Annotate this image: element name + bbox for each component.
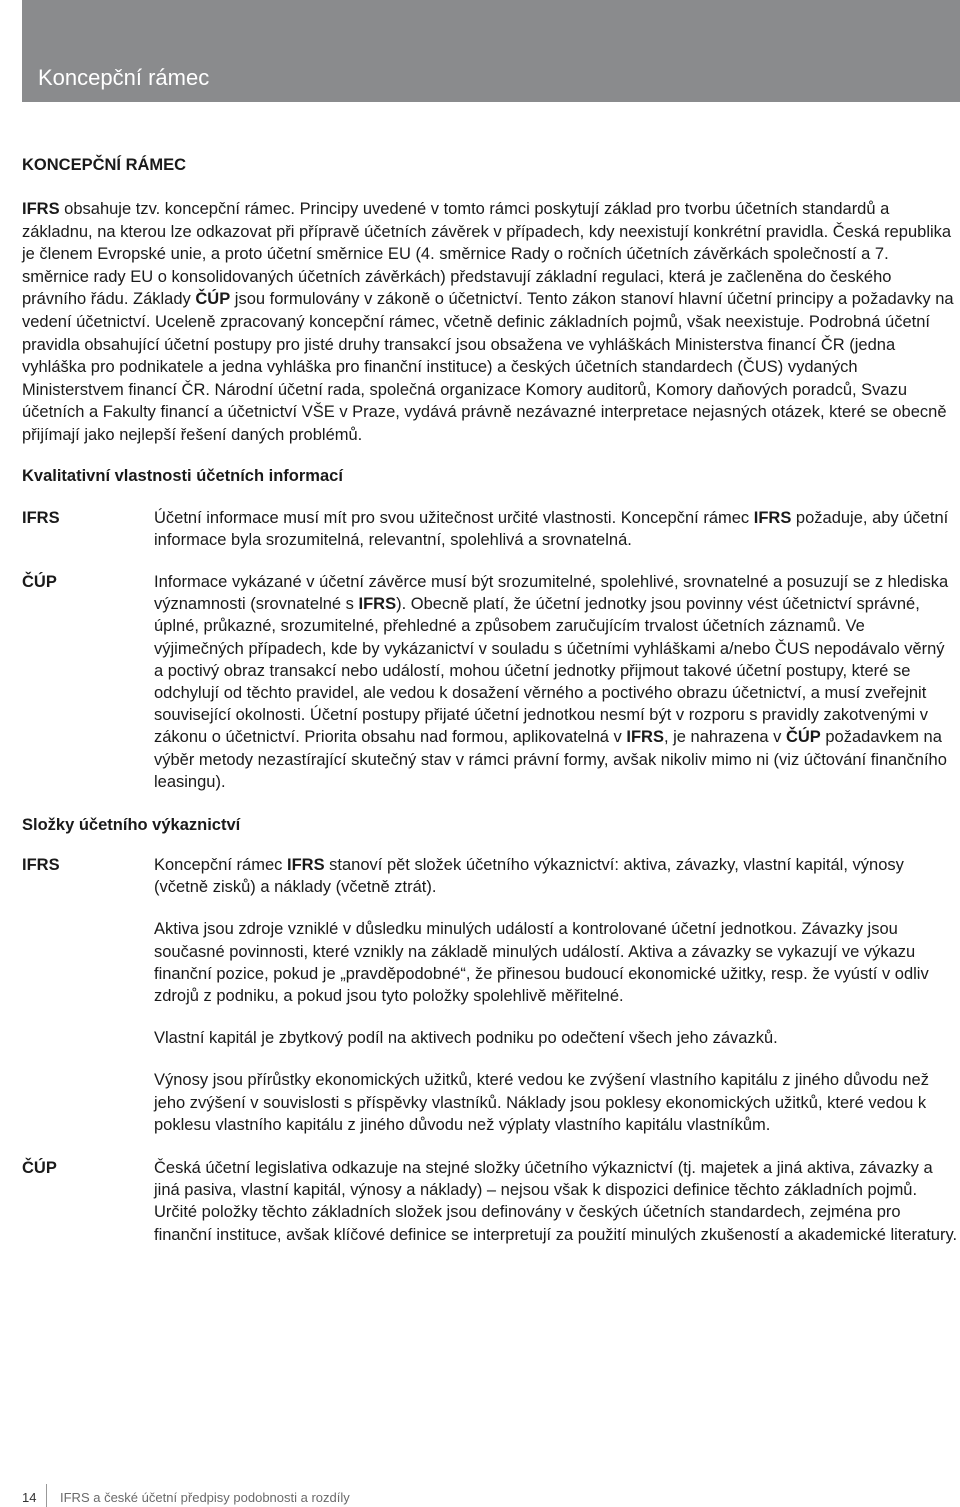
intro-text-2: jsou formulovány v zákoně o účetnictví. Tento zákon stanoví hlavní účetní principy a požadavky na vedení účetnictví. Uceleně zpracovaný koncepční rámec, včetně definic základních pojmů, však neexistuje. Podrobná účetní pravidla obsahující účetní postupy pro jisté druhy transakcí jsou obsažena ve vyhláškách Ministerstva financí ČR (jedna vyhláška pro podnikatele a jedna vyhláška pro finanční instituce) a českých účetních standardech (ČUS) vydaných Ministerstvem financí ČR. Národní účetní rada, společná organizace Komory auditorů, Komory daňových poradců, Svazu účetních a Fakulty financí a účetnictví VŠE v Praze, vydává právně nezávazné interpretace nejasných otázek, které se obecně přijímají jako nejlepší řešení daných problémů. xyxy=(22,290,954,444)
slozky-cup-body xyxy=(154,1157,958,1246)
slozky-ifrs-text-1 xyxy=(154,854,958,898)
intro-text-1: obsahuje tzv. koncepční rámec. Principy uvedené v tomto rámci poskytují základ pro tvorbu účetních standardů a základnu, na kterou lze odkazovat při přípravě účetních závěrek v případech, kdy neexistují konkrétní pravidla. Česká republika je členem Evropské unie, a proto účetní směrnice EU (4. směrnice Rady o ročních účetních závěrkách společností a 7. směrnice rady EU o konsolidovaných účetních závěrkách) představují základní regulaci, která je začleněna do českého právního řádu. Základy xyxy=(22,200,952,309)
bold-span: IFRS xyxy=(626,728,664,747)
slozky-ifrs-row xyxy=(22,854,958,1136)
bold-span: IFRS xyxy=(753,508,792,527)
text-span: , je nahrazena v xyxy=(663,728,786,747)
document-body xyxy=(22,156,958,1246)
bold-span: ČÚP xyxy=(785,728,821,747)
text-span: požadavkem na výběr metody nezastírající skutečný stav v rámci právní formy, avšak nikoliv mimo ni (viz účtování finančního leasingu). xyxy=(154,728,947,791)
text-span: Informace vykázané v účetní závěrce musí být srozumitelné, spolehlivé, srovnatelné a posuzují se z hlediska významnosti (srovnatelné s xyxy=(154,572,949,614)
kvalitativni-ifrs-label: IFRS xyxy=(22,508,60,527)
page-header-title: Koncepční rámec xyxy=(38,65,210,90)
intro-paragraph xyxy=(22,198,958,447)
kvalitativni-ifrs-body xyxy=(154,507,958,551)
text-span: Účetní informace musí mít pro svou užitečnost určité vlastnosti. Koncepční rámec xyxy=(154,508,754,527)
header-bar xyxy=(22,0,960,102)
slozky-ifrs-text-2: Aktiva jsou zdroje vzniklé v důsledku minulých událostí a kontrolované účetní jednotkou. Závazky jsou současné povinnosti, které vznikly na základě minulých událostí. Aktiva a závazky se vykazují ve výkazu finanční pozice, pokud je „pravděpodobné“, že přinesou budoucí ekonomické užitky, resp. že vyústí v odliv zdrojů z podniku, a pokud jsou tyto položky spolehlivě měřitelné. xyxy=(154,920,929,1005)
kvalitativni-ifrs-row xyxy=(22,507,958,551)
footer-divider xyxy=(46,1484,47,1507)
text-span: stanoví pět složek účetního výkaznictví: aktiva, závazky, vlastní kapitál, výnosy (včetně zisků) a náklady (včetně ztrát). xyxy=(154,855,904,897)
slozky-ifrs-text-4: Výnosy jsou přírůstky ekonomických užitků, které vedou ke zvýšení vlastního kapitálu z jiného důvodu než jeho zvýšení v souvislosti s příspěvky vlastníků. Náklady jsou poklesy ekonomických užitků, které vedou k poklesu vlastního kapitálu z jiného důvodu než výplaty vlastního kapitálu vlastníkům. xyxy=(154,1071,929,1134)
slozky-heading: Složky účetního výkaznictví xyxy=(22,815,241,834)
kvalitativni-ifrs-text xyxy=(154,507,958,551)
slozky-ifrs-label: IFRS xyxy=(22,855,60,874)
footer-title: IFRS a české účetní předpisy podobnosti a rozdíly xyxy=(60,1490,350,1505)
intro-bold-cup: ČÚP xyxy=(195,290,231,309)
slozky-cup-text: Česká účetní legislativa odkazuje na stejné složky účetního výkaznictví (tj. majetek a jiná aktiva, závazky a jiná pasiva, vlastní kapitál, výnosy a náklady) – nejsou však k dispozici definice těchto základních pojmů. Určité položky těchto základních složek jsou definovány v českých účetních standardech, zejména pro finanční instituce, avšak klíčové definice se interpretují za použití minulých zkušeností a akademické literatury. xyxy=(154,1159,958,1244)
kvalitativni-cup-text xyxy=(154,571,958,793)
kvalitativni-cup-label: ČÚP xyxy=(22,572,57,591)
slozky-ifrs-body xyxy=(154,854,958,1136)
text-span: ). Obecně platí, že účetní jednotky jsou povinny vést účetnictví správné, úplné, průkazné, srozumitelné, přehledné a způsobem zaručujícím trvalost účetních záznamů. Ve výjimečných případech, kde by vykázanictví v souladu s účetními vyhláškami a/nebo ČUS nepodávalo věrný a poctivý obraz transakcí nebo událostí, mohou účetní jednotky přijmout takové účetní postupy, které se odchylují od těchto pravidel, ale vedou k dosažení věrného a poctivého obrazu účetnictví, a musí zveřejnit související okolnosti. Účetní postupy přijaté účetní jednotkou nesmí být v rozporu s pravidly zakotvenými v zákonu o účetnictví. Priorita obsahu nad formou, aplikovatelná v xyxy=(154,595,945,747)
section-heading: KONCEPČNÍ RÁMEC xyxy=(22,156,187,174)
kvalitativni-cup-body xyxy=(154,571,958,793)
text-span: Koncepční rámec xyxy=(154,855,287,874)
text-span: požaduje, aby účetní informace byla srozumitelná, relevantní, spolehlivá a srovnatelná. xyxy=(154,508,949,549)
bold-span: IFRS xyxy=(358,595,397,614)
slozky-cup-label: ČÚP xyxy=(22,1159,57,1177)
intro-bold-ifrs: IFRS xyxy=(22,200,60,218)
slozky-cup-row xyxy=(22,1157,958,1246)
bold-span: IFRS xyxy=(286,855,325,874)
kvalitativni-heading: Kvalitativní vlastnosti účetních informací xyxy=(22,466,343,485)
slozky-ifrs-text-3: Vlastní kapitál je zbytkový podíl na aktivech podniku po odečtení všech jeho závazků. xyxy=(154,1029,778,1048)
kvalitativni-cup-row xyxy=(22,571,958,793)
page-number: 14 xyxy=(22,1490,37,1505)
